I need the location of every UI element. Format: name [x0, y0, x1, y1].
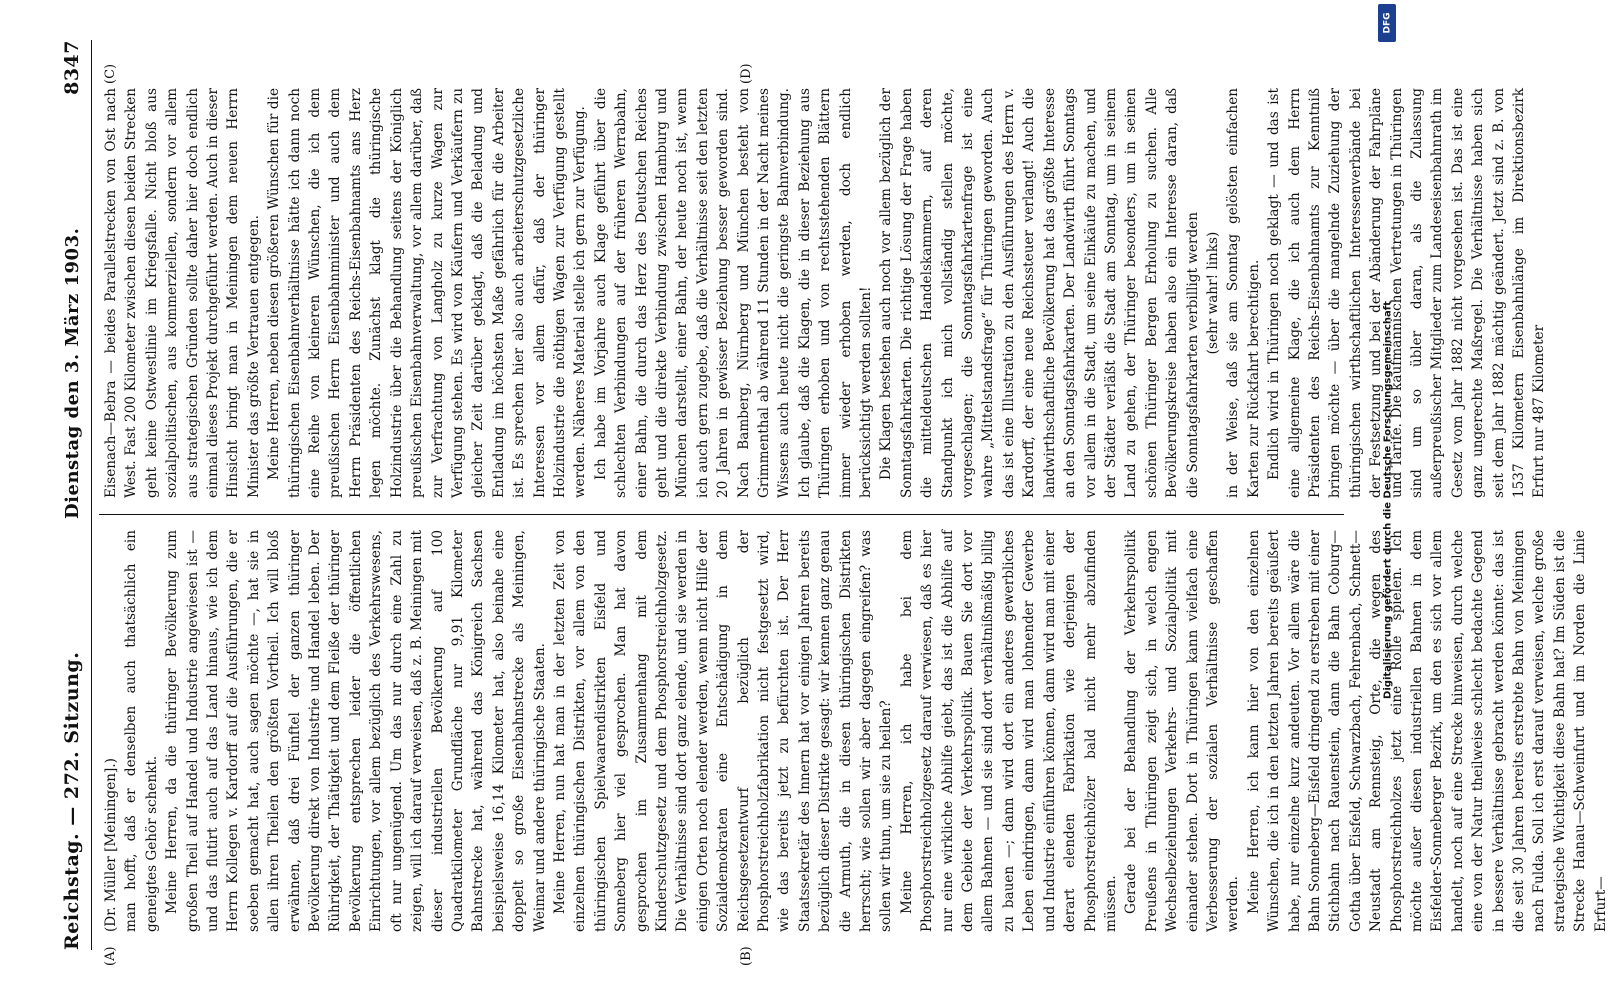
marker-b: (B)	[738, 946, 754, 966]
paragraph: Gerade bei der Behandlung der Verkehrspolitik Preußens in Thüringen zeigt sich, in welch engen Wechselbeziehungen Verkehrs- und Sozialpolitik mit einander stehen. Dort in Thüringen kann vielfach eine Verbesserung der sozialen Verhältnisse geschaffen werden.	[1122, 530, 1241, 932]
right-column	[101, 88, 1547, 498]
digitization-caption	[1377, 0, 1399, 1000]
page-number: 8347	[60, 40, 83, 95]
paragraph: in der Weise, daß sie am Sonntag gelösten einfachen Karten zur Rückfahrt berechtigen.	[1224, 88, 1262, 498]
caption-text: Digitalisierung gefördert durch die Deutsche Forschungsgemeinschaft	[1382, 301, 1394, 699]
paragraph: Meine Herren, da die thüringer Bevölkerung zum großen Theil auf Handel und Industrie angewiesen ist — und das flutirt auch auf das Land hinaus, wie ich dem Herrn Kollegen v. Kardorff auf die Ausführungen, die er soeben gemacht hat, auch sagen möchte —, hat sie in allen ihren Theilen den größten Vortheil. Ich will bloß erwähnen, daß drei Fünftel der ganzen thüringer Bevölkerung direkt von Industrie und Handel leben. Der Rührigkeit, der Thätigkeit und dem Fleiße der thüringer Bevölkerung entsprechen leider die öffentlichen Einrichtungen, vor allem bezüglich des Verkehrswesens, oft nur ungenügend. Um das nur durch eine Zahl zu zeigen, will ich darauf verweisen, daß z. B. Meiningen mit dieser industriellen Bevölkerung auf 100 Quadratkilometer Grundfläche nur 9,91 Kilometer Bahnstrecke hat, während das Königreich Sachsen beispielsweise 16,14 Kilometer hat, also beinahe eine doppelt so große Eisenbahnstrecke als Meiningen, Weimar und andere thüringische Staaten.	[163, 530, 548, 932]
column-divider	[99, 514, 1344, 515]
marker-d: (D)	[738, 63, 754, 84]
logo-text: DFG	[1382, 12, 1393, 34]
paragraph: man hofft, daß er denselben auch thatsächlich ein geneigtes Gehör schenkt.	[122, 530, 160, 932]
paragraph: Endlich wird in Thüringen noch geklagt — und das ist eine allgemeine Klage, die ich auch dem Herrn Präsidenten des Reichs-Eisenbahnamts zur Kenntniß bringen möchte — über die mangelnde Zuziehung der thüringischen wirthschaftlichen Interessenverbände bei der Festsetzung und bei der Abänderung der Fahrpläne und Tarife. Die kaufmännischen Vertretungen in Thüringen sind um so übler daran, als die Zulassung außerpreußischer Mitglieder zum Landeseisenbahnrath im Gesetz vom Jahr 1882 nicht vorgesehen ist. Das ist eine ganz ungerechte Maßregel. Die Verhältnisse haben sich seit dem Jahr 1882 mächtig geändert. Jetzt sind z. B. von 1537 Kilometern Eisenbahnlänge im Direktionsbezirk Erfurt nur 487 Kilometer	[1265, 88, 1547, 498]
marker-a: (A)	[102, 946, 118, 966]
paragraph: Meine Herren, ich kann hier von den einzelnen Wünschen, die ich in den letzten Jahren bereits geäußert habe, nur einzelne kurz andeuten. Vor allem wäre die Bahn Sonneberg—Eisfeld dringend zu erstreben mit einer Stichbahn nach Rauenstein, dann die Bahn Coburg—Gotha über Eisfeld, Schwarzbach, Fehrenbach, Schnett—Neustadt am Rennsteig, Orte, die wegen des Phosphorstreichholzes jetzt eine Rolle spielen. Ich möchte außer diesen industriellen Bahnen in dem Eisfelder-Sonneberger Bezirk, um den es sich vor allem handelt, noch auf eine Strecke hinweisen, durch welche eine von der Natur theilweise schlecht bedachte Gegend in bessere Verhältnisse gebracht werden könnte: das ist die seit 30 Jahren bereits erstrebte Bahn von Meiningen nach Fulda. Soll ich erst darauf verweisen, welche große strategische Wichtigkeit diese Bahn hat? Im Süden ist die Strecke Hanau—Schweinfurt und im Norden die Linie Erfurt—	[1245, 530, 1609, 932]
interjection: (sehr wahr! links)	[1204, 231, 1221, 355]
dfg-logo	[1378, 4, 1396, 42]
header-left: Reichstag. — 272. Sitzung.	[60, 651, 83, 950]
left-column	[101, 530, 1609, 932]
header-rule	[91, 40, 92, 950]
speaker-tag: (Dr. Müller [Meiningen].)	[102, 758, 119, 932]
paragraph: Eisenach—Bebra — beides Parallelstrecken von Ost nach West. Fast 200 Kilometer zwischen diesen beiden Strecken geht keine Ostwestlinie im Kriegsfalle. Nicht bloß aus sozialpolitischen, aus kommerziellen, sondern vor allem aus strategischen Gründen sollte daher hier doch endlich einmal dieses Projekt durchgeführt werden. Auch in dieser Hinsicht bringt man in Meiningen dem neuen Herrn Minister das größte Vertrauen entgegen.	[102, 88, 262, 498]
paragraph: Meine Herren, neben diesen größeren Wünschen für die thüringischen Eisenbahnverhältnisse hätte ich dann noch eine Reihe von kleineren Wünschen, die ich dem preußischen Herrn Eisenbahnminister und auch dem Herrn Präsidenten des Reichs-Eisenbahnamts ans Herz legen möchte. Zunächst klagt die thüringische Holzindustrie über die Behandlung seitens der Königlich preußischen Eisenbahnverwaltung, vor allem darüber, daß zur Verfrachtung von Langholz zu kurze Wagen zur Verfügung stehen. Es wird von Käufern und Verkäufern zu gleicher Zeit darüber geklagt, daß die Beladung und Entladung im höchsten Maße gefährlich für die Arbeiter ist. Es sprechen hier also auch arbeiterschutzgesetzliche Interessen vor allem dafür, daß der thüringer Holzindustrie die nöthigen Wagen zur Verfügung gestellt werden. Näheres Material stelle ich gern zur Verfügung.	[265, 88, 588, 498]
paragraph: Meine Herren, nun hat man in der letzten Zeit von einzelnen thüringischen Distrikten, vor allem von den thüringischen Spielwaarendistrikten Eisfeld und Sonneberg hier viel gesprochen. Man hat davon gesprochen im Zusammenhang mit dem Kinderschutzgesetz und dem Phosphorstreichholzgesetz. Die Verhältnisse sind dort ganz elende, und sie werden in einigen Orten noch elender werden, wenn nicht Hilfe der Sozialdemokraten eine Entschädigung in dem Reichsgesetzentwurf bezüglich der Phosphorstreichholzfabrikation nicht festgesetzt wird, wie das bereits jetzt zu befürchten ist. Der Herr Staatssekretär des Innern hat vor einigen Jahren bereits bezüglich dieser Distrikte gesagt: wir kennen ganz genau die Armuth, die in diesen thüringischen Distrikten herrscht; wie sollen wir aber dagegen eingreifen? was sollen wir thun, um sie zu heilen?	[551, 530, 894, 932]
paragraph: Meine Herren, ich habe bei dem Phosphorstreichholzgesetz darauf verwiesen, daß es hier nur eine wirkliche Abhilfe giebt, das ist die Abhilfe auf dem Gebiete der Verkehrspolitik. Bauen Sie dort vor allem Bahnen — und sie sind dort verhältnißmäßig billig zu bauen —; dann wird dort ein anderes gewerbliches Leben eindringen, dann wird man lohnender Gewerbe und Industrie einführen können, dann wird man mit einer derart elenden Fabrikation wie derjenigen der Phosphorstreichhölzer bald nicht mehr abzufinden müssen.	[898, 530, 1119, 932]
paragraph: Die Klagen bestehen auch noch vor allem bezüglich der Sonntagsfahrkarten. Die richtige Lösung der Frage haben die mitteldeutschen Handelskammern, auf deren Standpunkt ich mich vollständig stellen möchte, vorgeschlagen; die Sonntagsfahrkartenfrage ist eine wahre „Mittelstandsfrage“ für Thüringen geworden. Auch das ist eine Illustration zu den Ausführungen des Herrn v. Kardorff, der eine neue Reichssteuer verlangt! Auch die landwirthschaftliche Bevölkerung hat das größte Interesse an den Sonntagsfahrkarten. Der Landwirth führt Sonntags vor allem in die Stadt, um seine Einkäufe zu machen, und der Städter verläßt die Stadt am Sonntag, um in seinem Land zu gehen, der Thüringer besonders, um in seinen schönen Thüringer Bergen Erholung zu suchen. Alle Bevölkerungskreise haben also ein Interesse daran, daß die Sonntagsfahrkarten verbilligt werden	[877, 88, 1201, 498]
page-header	[55, 40, 89, 950]
marker-c: (C)	[102, 63, 118, 84]
paragraph: Ich habe im Vorjahre auch Klage geführt über die schlechten Verbindungen auf der früheren Werrabahn, einer Bahn, die durch das Herz des Deutschen Reiches geht und die direkte Verbindung zwischen Hamburg und München darstellt, einer Bahn, der heute noch ist, wenn ich auch gern zugebe, daß die Verhältnisse seit den letzten 20 Jahren in gewisser Beziehung besser geworden sind. Nach Bamberg, Nürnberg und München besteht von Grimmenthal ab während 11 Stunden in der Nacht meines Wissens auch heute nicht die geringste Bahnverbindung. Ich glaube, daß die Klagen, die in dieser Beziehung aus Thüringen erhoben und von rechtsstehenden Blättern immer wieder erhoben werden, doch endlich berücksichtigt werden sollten!	[592, 88, 874, 498]
header-date: Dienstag den 3. März 1903.	[61, 227, 82, 519]
